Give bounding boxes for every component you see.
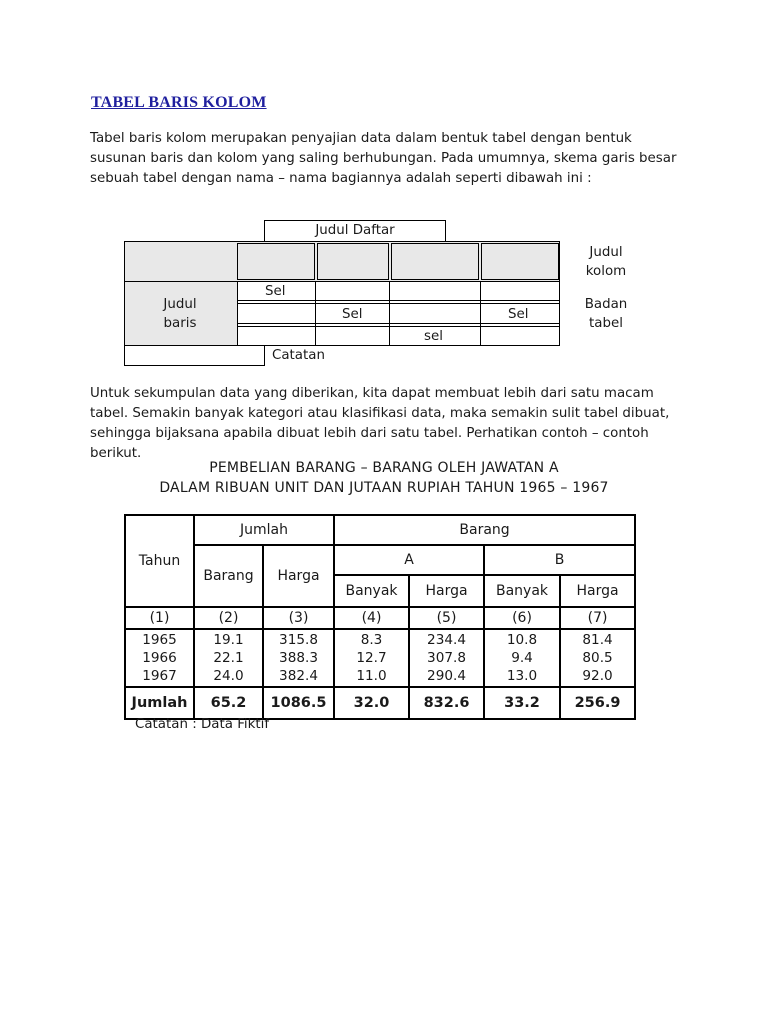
a-harga-cell (409, 629, 484, 687)
b-harga-cell (560, 629, 635, 687)
total-value: 1086.5 (263, 687, 334, 719)
sel-label: Sel (265, 284, 286, 299)
badan-tabel-line: Badan (584, 297, 628, 312)
body-line (237, 303, 559, 304)
header-cell (481, 243, 559, 280)
cell-value: 290.4 (427, 668, 466, 684)
header-group-a: A (334, 545, 484, 575)
page-title: TABEL BARIS KOLOM (91, 94, 267, 111)
judul-baris-line: baris (163, 316, 197, 331)
col-number: (5) (409, 607, 484, 629)
paragraph-line: tabel. Semakin banyak kategori atau klasifikasi data, maka semakin sulit tabel dibuat, (90, 406, 670, 421)
catatan-label: Catatan (272, 348, 325, 363)
badan-tabel-label (571, 295, 641, 333)
body-line (480, 281, 481, 345)
intro-line: susunan baris dan kolom yang saling berhubungan. Pada umumnya, skema garis besar (90, 151, 677, 166)
cell-value: 10.8 (506, 632, 538, 648)
cell-value: 234.4 (427, 632, 466, 648)
body-line (237, 281, 238, 345)
header-cell (317, 243, 389, 280)
data-table (124, 514, 636, 720)
cell-value: 9.4 (511, 650, 533, 666)
second-paragraph (90, 384, 690, 464)
table-note: Catatan : Data Fiktif (135, 717, 270, 732)
header-group-b: B (484, 545, 635, 575)
judul-baris-line: Judul (163, 297, 197, 312)
cell-value: 1965 (142, 632, 177, 648)
col-number: (4) (334, 607, 409, 629)
col-number: (3) (263, 607, 334, 629)
header-banyak-a: Banyak (334, 575, 409, 607)
header-jumlah: Jumlah (194, 515, 334, 545)
header-tahun: Tahun (125, 515, 194, 607)
body-line (124, 281, 560, 282)
cell-value: 92.0 (582, 668, 613, 684)
intro-line: Tabel baris kolom merupakan penyajian data dalam bentuk tabel dengan bentuk (90, 131, 632, 146)
header-sub-barang: Barang (194, 545, 263, 607)
badan-tabel-line: tabel (589, 316, 623, 331)
header-harga-a: Harga (409, 575, 484, 607)
sel-label: Sel (342, 307, 363, 322)
header-cell (391, 243, 479, 280)
total-value: 256.9 (560, 687, 635, 719)
col-number: (1) (125, 607, 194, 629)
judul-baris-label (140, 295, 220, 333)
col-number: (2) (194, 607, 263, 629)
table-caption: PEMBELIAN BARANG – BARANG OLEH JAWATAN A (209, 460, 559, 476)
sel-label: Sel (508, 307, 529, 322)
cell-value: 307.8 (427, 650, 466, 666)
cell-value: 19.1 (213, 632, 244, 648)
total-value: 33.2 (484, 687, 560, 719)
judul-kolom-line: kolom (585, 264, 627, 279)
intro-line: sebuah tabel dengan nama – nama bagiannya adalah seperti dibawah ini : (90, 171, 592, 186)
cell-value: 388.3 (279, 650, 318, 666)
paragraph-line: sehingga bijaksana apabila dibuat lebih dari satu tabel. Perhatikan contoh – contoh (90, 426, 649, 441)
total-value: 32.0 (334, 687, 409, 719)
header-sub-harga: Harga (263, 545, 334, 607)
sel-label: sel (424, 329, 443, 344)
cell-value: 12.7 (356, 650, 387, 666)
a-banyak-cell (334, 629, 409, 687)
header-harga-b: Harga (560, 575, 635, 607)
judul-kolom-label (571, 243, 641, 281)
paragraph-line: Untuk sekumpulan data yang diberikan, kita dapat membuat lebih dari satu macam (90, 386, 654, 401)
jumlah-barang-cell (194, 629, 263, 687)
total-value: 65.2 (194, 687, 263, 719)
intro-paragraph (90, 129, 690, 189)
body-line (389, 281, 390, 345)
total-value: 832.6 (409, 687, 484, 719)
cell-value: 11.0 (356, 668, 387, 684)
header-banyak-b: Banyak (484, 575, 560, 607)
col-number: (6) (484, 607, 560, 629)
body-line (237, 326, 559, 327)
catatan-box (124, 345, 265, 366)
cell-value: 382.4 (279, 668, 318, 684)
header-cell (237, 243, 315, 280)
cell-value: 22.1 (213, 650, 244, 666)
cell-value: 1967 (142, 668, 177, 684)
b-banyak-cell (484, 629, 560, 687)
col-number: (7) (560, 607, 635, 629)
judul-kolom-line: Judul (589, 245, 623, 260)
header-barang: Barang (334, 515, 635, 545)
cell-value: 8.3 (360, 632, 383, 648)
cell-value: 315.8 (279, 632, 318, 648)
jumlah-harga-cell (263, 629, 334, 687)
cell-value: 24.0 (213, 668, 244, 684)
table-caption: DALAM RIBUAN UNIT DAN JUTAAN RUPIAH TAHUN 1965 – 1967 (159, 480, 609, 496)
cell-value: 80.5 (582, 650, 613, 666)
years-cell (125, 629, 194, 687)
body-line (315, 281, 316, 345)
cell-value: 1966 (142, 650, 177, 666)
paragraph-line: berikut. (90, 446, 142, 461)
judul-daftar-label: Judul Daftar (315, 223, 395, 238)
cell-value: 13.0 (506, 668, 538, 684)
total-label: Jumlah (125, 687, 194, 719)
cell-value: 81.4 (582, 632, 613, 648)
